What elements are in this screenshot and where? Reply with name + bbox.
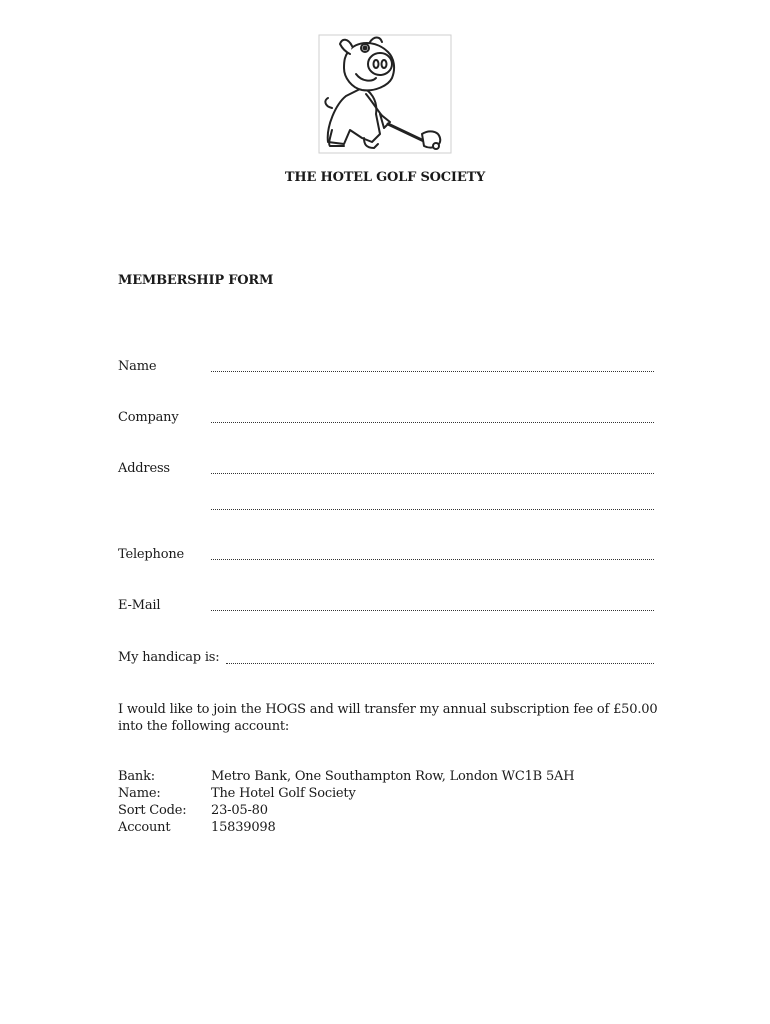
name-field[interactable] [211, 359, 654, 372]
address-field-line-1[interactable] [211, 461, 654, 474]
company-label: Company [118, 410, 179, 425]
sort-code-value: 23-05-80 [211, 803, 268, 818]
email-field[interactable] [211, 598, 654, 611]
company-field[interactable] [211, 410, 654, 423]
account-name-label: Name: [118, 786, 161, 801]
account-name-value: The Hotel Golf Society [211, 786, 356, 801]
address-field-line-2[interactable] [211, 497, 654, 510]
name-label: Name [118, 359, 157, 374]
subscription-paragraph: I would like to join the HOGS and will transfer my annual subscription fee of £50.00 into the following account: [118, 702, 658, 734]
handicap-field[interactable] [226, 651, 654, 664]
society-title: THE HOTEL GOLF SOCIETY [284, 170, 486, 185]
telephone-label: Telephone [118, 547, 184, 562]
telephone-field[interactable] [211, 547, 654, 560]
account-number-label: Account [118, 820, 171, 835]
address-label: Address [118, 461, 170, 476]
bank-label: Bank: [118, 769, 155, 784]
email-label: E-Mail [118, 598, 161, 613]
form-heading: MEMBERSHIP FORM [118, 273, 274, 288]
sort-code-label: Sort Code: [118, 803, 187, 818]
account-number-value: 15839098 [211, 820, 276, 835]
golfing-pig-logo-icon [318, 34, 452, 154]
handicap-label: My handicap is: [118, 650, 220, 665]
bank-value: Metro Bank, One Southampton Row, London WC1B 5AH [211, 769, 575, 784]
